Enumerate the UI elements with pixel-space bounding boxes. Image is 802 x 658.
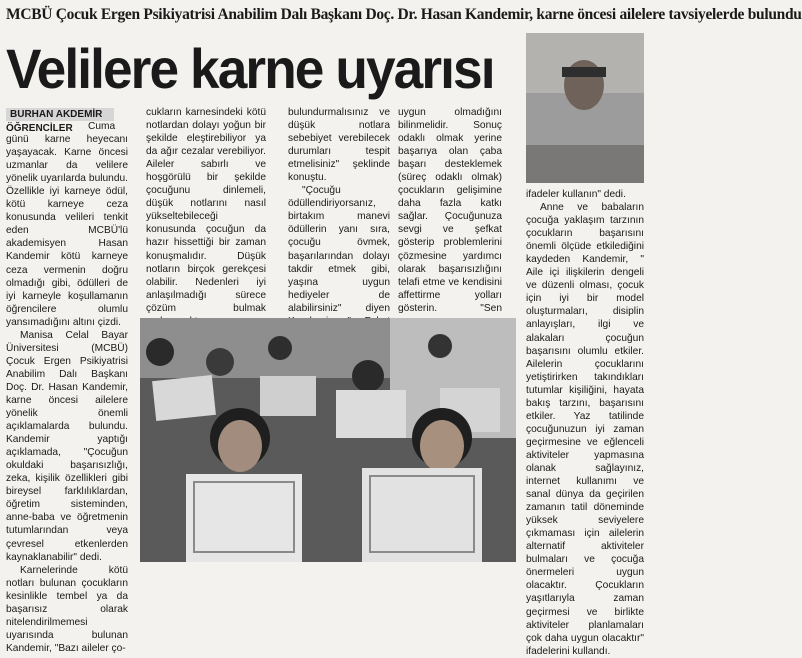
paragraph: ifadeler kullanın" dedi. (526, 189, 626, 200)
paragraph: uygun olmadığını bilinmelidir. Sonuç odaklı olmak yerine başarıya olan çaba başarı desteklemek (süreç odaklı olmak) çocukların gelişimine daha fazla katkı sağlar. Çocuğunuza sevgi ve şefkat gösterip problemlerini çözmesine yardımcı olarak başarısızlığını telafi etme ve kendisini affettirme yolları gösterin. "Sen (398, 107, 502, 314)
paragraph: Manisa Celal Bayar Üniversitesi (MCBÜ) Çocuk Ergen Psikiyatrisi Anabilim Dalı Başkanı Doç. Dr. Hasan Kandemir, karne öncesi ailelere yönelik önemli açıklamalarda bulundu. Kandemir yaptığı açıklamada, "Çocuğun okuldaki başarısızlığı, zeka, kişilik özellikleri gibi bireysel farklılıklardan, öğretim sisteminden, anne-baba ve öğretmenin tutumlarından veya çevresel etkenlerden kaynaklanabilir" dedi. (6, 329, 128, 563)
byline-name: BURHAN AKDEMİR (6, 108, 114, 121)
column-5 (526, 188, 644, 658)
kicker-line: MCBÜ Çocuk Ergen Psikiyatrisi Anabilim Dalı Başkanı Doç. Dr. Hasan Kandemir, karne öncesi ailelere tavsiyelerde bulundu (6, 6, 802, 23)
paragraph: Karnelerinde kötü notları bulunan çocukların kesinlikle tembel ya da başarısız olarak nitelendirilmemesi uyarısında bulunan Kandemir, "Bazı aileler ço- (6, 564, 128, 654)
paragraph: bulundurmalısınız ve düşük notlara sebebiyet verebilecek durumları tespit etmelisiniz" şeklinde konuştu. (288, 107, 390, 184)
portrait-photo (526, 33, 644, 183)
byline-section: ÖĞRENCİLER (6, 123, 73, 134)
paragraph: Anne ve babaların çocuğa yaklaşım tarzının çocukların başarısını önemli ölçüde etkilediğini kaydeden Kandemir, " Aile içi ilişkilerin dengeli ve düzenli olması, çocuk için iyi bir model oluşturmaları, disiplin anlayışları, ilgi ve alakaları çocuğun başarısını olumlu etkiler. Ailelerin çocuklarını yetiştirirken takındıkları tutumlar kişiliğini, hayata bakış tarzını, başarısını etkiler. Yaz tatilinde çocuğunuzun iyi zaman geçirmesine ve eğlenceli aktiviteler yapmasına olanak sağlayınız, internet kullanımı ve sanal dünya da geçirilen zamanın tatil döneminde yüksek seviyelere çıkmaması için ailelerin alternatif aktiviteler bulmaları ve çocuğa önermeleri uygun olacaktır. Çocukların yaşıtlarıyla zaman geçirmesi ve birlikte aktiviteler planlamaları çok daha uygun olacaktır" ifadelerini kullandı. (526, 202, 644, 657)
column-1 (6, 114, 128, 655)
paragraph: cukların karnesindeki kötü notlardan dolayı yoğun bir şekilde eleştirebiliyor ya da ağır cezalar verebiliyor. Aileler sabırlı ve hoşgörülü bir şekilde çocuğunu dinlemeli, düşük notlarını nasıl yükseltebileceği konusunda çocuğun da hazır hissettiği bir zaman konuşmalıdır. Düşük notların birçok gerekçesi olabilir. Nedenleri iyi anlaşılmadığı sürece çözüm bulmak (146, 107, 266, 314)
paragraph: Cuma günü karne heyecanı yaşayacak. Karne öncesi uzmanlar da velilere yönelik uyarılarda bulundu. Özellikle iyi karneye ödül, kötü karneye ceza konusunda velileri tenkit eden MCBÜ'lü akademisyen Hasan Kandemir kötü karneye ceza vermenin doğru olmadığı gibi, ödülleri de iyi karneyle koşullamanın öğrencilere olumlu yansımadığını altını çizdi. (6, 121, 128, 328)
headline: Velilere karne uyarısı (6, 37, 494, 100)
classroom-photo (140, 318, 516, 562)
paragraph: "Çocuğu ödüllendiriyorsanız, birtakım manevi ödüllerin yanı sıra, çocuğu övmek, başarılarından dolayı takdir etmek gibi, yaşına uygun hediyeler de alabilirsiniz" diyen (288, 185, 390, 314)
